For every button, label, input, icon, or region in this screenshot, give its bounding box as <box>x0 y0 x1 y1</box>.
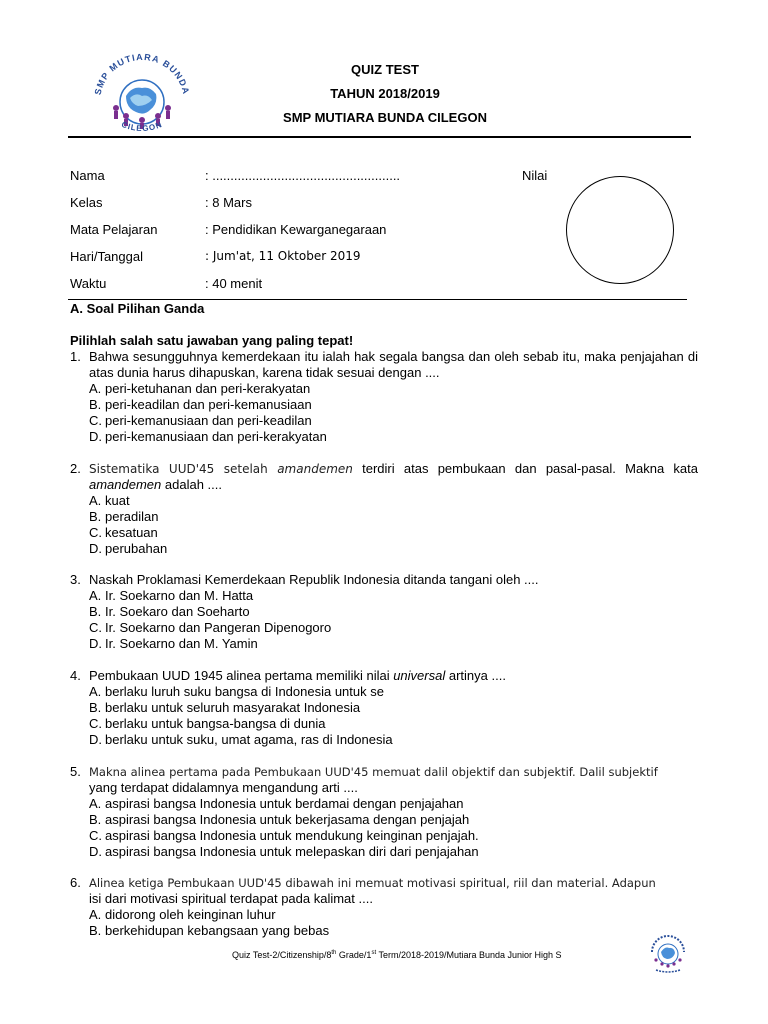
question-text-line: isi dari motivasi spiritual terdapat pada kalimat .... <box>89 891 373 906</box>
option-d <box>89 429 698 445</box>
option-letter: D. <box>89 844 102 859</box>
field-value: : Jum'at, 11 Oktober 2019 <box>205 249 361 263</box>
option-c <box>89 525 698 541</box>
question-text-part: terdiri atas pembukaan dan pasal-pasal. Makna kata <box>352 461 698 476</box>
option-text: peri-kemanusiaan dan peri-kerakyatan <box>105 429 327 444</box>
option-text: Ir. Soekaro dan Soeharto <box>105 604 250 619</box>
options-list <box>89 588 698 652</box>
option-d <box>89 541 698 557</box>
option-letter: A. <box>89 907 102 922</box>
option-text: aspirasi bangsa Indonesia untuk bekerjasama dengan penjajah <box>105 812 470 827</box>
footer-text: Quiz Test-2/Citizenship/8 <box>232 950 332 960</box>
option-d <box>89 636 698 652</box>
option-letter: D. <box>89 429 102 444</box>
instruction: Pilihlah salah satu jawaban yang paling tepat! <box>70 333 354 348</box>
option-text: didorong oleh keinginan luhur <box>105 907 276 922</box>
field-value: : 40 menit <box>205 276 263 291</box>
logo-bottom-text: CILEGON <box>120 119 164 134</box>
option-text: peri-keadilan dan peri-kemanusiaan <box>105 397 312 412</box>
question-1 <box>70 349 698 445</box>
section-title: A. Soal Pilihan Ganda <box>70 301 205 316</box>
option-letter: A. <box>89 796 102 811</box>
question-number: 4. <box>70 668 81 683</box>
question-text-part: Sistematika UUD'45 setelah <box>89 462 278 476</box>
footer-sup: st <box>371 950 377 956</box>
option-letter: A. <box>89 684 102 699</box>
question-4 <box>70 668 698 748</box>
score-label: Nilai <box>522 168 548 183</box>
options-list <box>89 684 698 748</box>
option-text: Ir. Soekarno dan Pangeran Dipenogoro <box>105 620 332 635</box>
question-text-part: artinya .... <box>445 668 506 683</box>
question-text <box>89 668 698 684</box>
question-text-part: Pembukaan UUD 1945 alinea pertama memiliki nilai <box>89 668 394 683</box>
option-b <box>89 509 698 525</box>
question-text-line: Makna alinea pertama pada Pembukaan UUD'45 memuat dalil objektif dan subjektif. Dalil subjektif <box>89 765 658 779</box>
header-titles <box>200 58 570 130</box>
footer-text: Grade/1 <box>336 950 372 960</box>
school-name: SMP MUTIARA BUNDA CILEGON <box>283 110 487 125</box>
option-letter: B. <box>89 397 102 412</box>
question-3 <box>70 572 698 652</box>
question-5 <box>70 764 698 860</box>
option-c <box>89 620 698 636</box>
option-text: kesatuan <box>105 525 158 540</box>
option-letter: C. <box>89 413 102 428</box>
question-2 <box>70 461 698 557</box>
options-list <box>89 381 698 445</box>
question-text: Bahwa sesungguhnya kemerdekaan itu ialah hak segala bangsa dan oleh sebab itu, maka penjajahan di atas dunia harus dihapuskan, karena tidak sesuai dengan .... <box>89 349 698 380</box>
page-footer <box>232 950 562 960</box>
option-letter: D. <box>89 732 102 747</box>
question-text-line: Alinea ketiga Pembukaan UUD'45 dibawah ini memuat motivasi spiritual, riil dan material. Adapun <box>89 876 656 890</box>
option-letter: A. <box>89 381 102 396</box>
option-letter: C. <box>89 716 102 731</box>
field-label: Nama <box>70 168 105 183</box>
option-letter: B. <box>89 812 102 827</box>
option-text: Ir. Soekarno dan M. Hatta <box>105 588 254 603</box>
question-number: 1. <box>70 349 81 364</box>
question-number: 5. <box>70 764 81 779</box>
question-term: universal <box>393 668 446 683</box>
option-a <box>89 796 698 812</box>
school-logo <box>86 46 198 140</box>
option-letter: B. <box>89 604 102 619</box>
option-letter: B. <box>89 700 102 715</box>
options-list <box>89 907 698 939</box>
question-number: 3. <box>70 572 81 587</box>
option-text: berlaku untuk suku, umat agama, ras di Indonesia <box>105 732 393 747</box>
options-list <box>89 796 698 860</box>
question-text-part: adalah .... <box>161 477 222 492</box>
question-text <box>89 875 698 907</box>
question-6 <box>70 875 698 939</box>
question-term: amandemen <box>89 477 162 492</box>
option-a <box>89 907 698 923</box>
option-letter: B. <box>89 509 102 524</box>
option-b <box>89 397 698 413</box>
option-c <box>89 828 698 844</box>
field-value: : Pendidikan Kewarganegaraan <box>205 222 387 237</box>
option-text: peri-kemanusiaan dan peri-keadilan <box>105 413 312 428</box>
field-label: Waktu <box>70 276 107 291</box>
school-year: TAHUN 2018/2019 <box>330 86 440 101</box>
footer-text: Term/2018-2019/Mutiara Bunda Junior High S <box>376 950 562 960</box>
option-a <box>89 493 698 509</box>
header-divider <box>68 136 691 138</box>
option-letter: B. <box>89 923 102 938</box>
option-b <box>89 812 698 828</box>
footer-logo <box>644 932 692 974</box>
question-number: 6. <box>70 875 81 890</box>
question-text-line: yang terdapat didalamnya mengandung arti .... <box>89 780 358 795</box>
identity-divider <box>68 299 687 300</box>
option-text: kuat <box>105 493 130 508</box>
field-value: : .................................................... <box>205 168 401 183</box>
quiz-title: QUIZ TEST <box>351 62 419 77</box>
option-letter: C. <box>89 620 102 635</box>
field-label: Mata Pelajaran <box>70 222 158 237</box>
score-circle <box>566 176 674 284</box>
option-b <box>89 700 698 716</box>
option-d <box>89 732 698 748</box>
option-a <box>89 684 698 700</box>
field-value: : 8 Mars <box>205 195 252 210</box>
question-text <box>89 461 698 493</box>
option-letter: D. <box>89 541 102 556</box>
option-c <box>89 716 698 732</box>
question-term: amandemen <box>277 462 353 476</box>
option-letter: A. <box>89 493 102 508</box>
option-a <box>89 381 698 397</box>
field-label: Hari/Tanggal <box>70 249 143 264</box>
option-text: aspirasi bangsa Indonesia untuk mendukung keinginan penjajah. <box>105 828 479 843</box>
option-letter: C. <box>89 828 102 843</box>
option-b <box>89 604 698 620</box>
option-text: Ir. Soekarno dan M. Yamin <box>105 636 258 651</box>
option-text: berlaku untuk bangsa-bangsa di dunia <box>105 716 326 731</box>
footer-sup: th <box>331 950 337 956</box>
option-b <box>89 923 698 939</box>
option-letter: D. <box>89 636 102 651</box>
question-number: 2. <box>70 461 81 476</box>
option-a <box>89 588 698 604</box>
option-text: berkehidupan kebangsaan yang bebas <box>105 923 330 938</box>
option-text: berlaku untuk seluruh masyarakat Indonesia <box>105 700 361 715</box>
option-text: aspirasi bangsa Indonesia untuk melepaskan diri dari penjajahan <box>105 844 479 859</box>
option-letter: A. <box>89 588 102 603</box>
option-c <box>89 413 698 429</box>
option-text: berlaku luruh suku bangsa di Indonesia untuk se <box>105 684 384 699</box>
option-text: peradilan <box>105 509 159 524</box>
options-list <box>89 493 698 557</box>
logo-top-text: SMP MUTIARA BUNDA <box>92 51 192 96</box>
option-letter: C. <box>89 525 102 540</box>
question-text: Naskah Proklamasi Kemerdekaan Republik Indonesia ditanda tangani oleh .... <box>89 572 539 587</box>
option-text: perubahan <box>105 541 168 556</box>
option-text: peri-ketuhanan dan peri-kerakyatan <box>105 381 311 396</box>
field-label: Kelas <box>70 195 103 210</box>
question-text <box>89 764 698 796</box>
option-text: aspirasi bangsa Indonesia untuk berdamai dengan penjajahan <box>105 796 464 811</box>
option-d <box>89 844 698 860</box>
